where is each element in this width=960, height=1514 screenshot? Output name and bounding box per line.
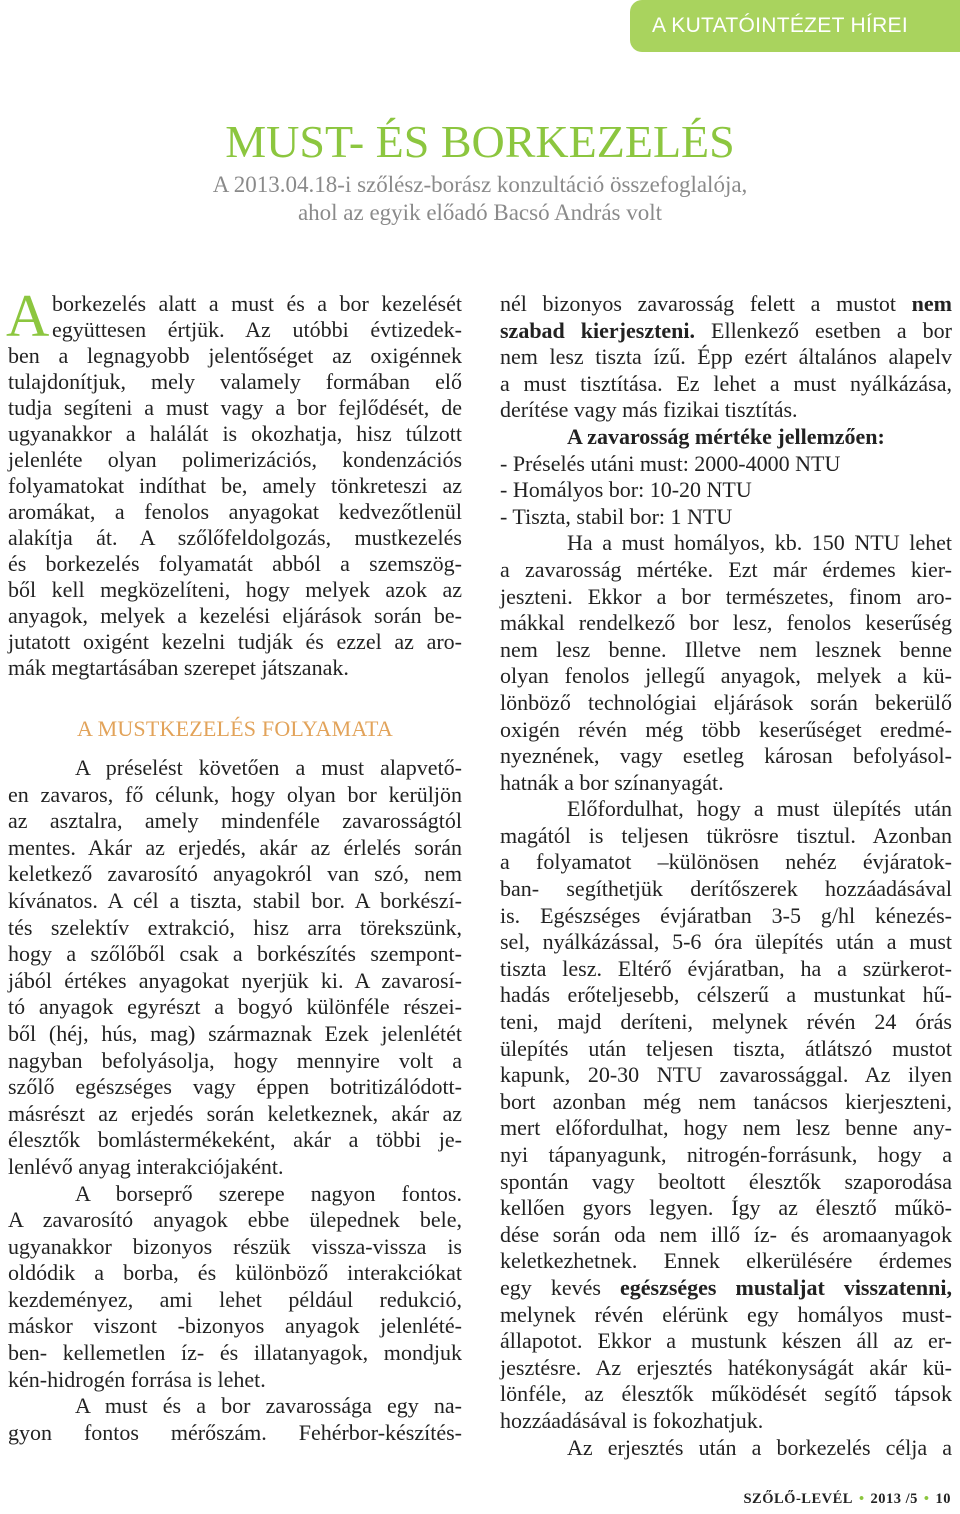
text-line: folyamatokat indíthat be, amely tönkreteszi az <box>8 473 462 498</box>
left-column <box>6 283 462 1446</box>
page-footer <box>743 1489 951 1509</box>
text-line: melynek révén elérünk egy homályos must- <box>500 1301 952 1327</box>
text-line: oxigén révén még több keserűséget eredmé- <box>500 716 952 742</box>
text-line: hogy a szőlőből csak a borkészítés szempont- <box>8 941 462 967</box>
list-item: - Tiszta, stabil bor: 1 NTU <box>500 503 733 529</box>
separator-bullet: • <box>858 1491 865 1507</box>
text-line: ugyanakkor a halálát is okozhatja, hisz túlzott <box>8 421 462 446</box>
text-line: és borkezelés folyamatát abból a szemszög- <box>8 551 462 576</box>
text-line: gyon fontos mérőszám. Fehérbor-készítés- <box>8 1419 462 1445</box>
text-line: kén-hidrogén forrása is lehet. <box>8 1366 266 1392</box>
subtitle-line: A 2013.04.18-i szőlész-borász konzultáció összefoglalója, <box>212 172 748 197</box>
paragraph <box>8 1181 462 1394</box>
text-line: oldódik a borba, és különböző interakciókat <box>8 1260 462 1286</box>
page-number: 10 <box>935 1491 951 1507</box>
text-line: keletkezhetnek. Ennek elkerülésére érdemes <box>500 1248 952 1274</box>
text-line: tés szelektív extrakció, hisz arra törekszünk, <box>8 914 462 940</box>
text-line: jelenléte olyan polimerizációs, kondenzációs <box>8 447 462 472</box>
text-line: a must tisztítása. Ez lehet a must nyálkázása, <box>500 370 952 396</box>
text-line: alakítja át. A szőlőfeldolgozás, mustkezelés <box>8 525 462 550</box>
text-line: kapunk, 20-30 NTU zavarossággal. Az ilyen <box>500 1062 952 1088</box>
text-line: hadás erőteljesebb, célszerű a mustunkat hű- <box>500 982 952 1008</box>
text-line: nyi tápanyagunk, nitrogén-forrásunk, hogy a <box>500 1142 952 1167</box>
text-line: tó anyagok egyrészt a bogyó különféle részei- <box>8 994 462 1020</box>
text-line: tudja segíteni a must vagy a bor fejlődését, de <box>8 395 462 420</box>
list-item: - Préselés utáni must: 2000-4000 NTU <box>500 450 841 476</box>
text-line: ülepítés után teljesen tiszta, átlátszó mustot <box>500 1035 952 1061</box>
text-line: A zavarosító anyagok ebbe ülepednek bele, <box>8 1207 462 1233</box>
text-line: tiszta lesz. Eltérő évjáratban, ha a szürkerot- <box>500 955 952 981</box>
text-line: a zavarosság mértéke. Ezt már érdemes kier- <box>500 556 952 582</box>
text-line: kellően gyors legyen. Így az élesztő műkö- <box>500 1195 952 1221</box>
text-line <box>500 291 952 318</box>
text-line: a folyamatot –különösen nehéz évjáratok- <box>500 849 952 875</box>
text-line: nyeznének, vagy esetleg károsan befolyásol- <box>500 743 952 769</box>
subheading <box>500 424 952 451</box>
text-line: anyagok, melyek a kezelési eljárások során be- <box>8 603 462 628</box>
text-line: kezdeményez, ami lehet például redukció, <box>8 1286 462 1312</box>
text-line: hatnák a bor színanyagát. <box>500 769 724 795</box>
continued-paragraph <box>500 291 952 424</box>
text-line: kívánatos. A cél a tiszta, stabil bor. A borkészí- <box>8 887 462 913</box>
drop-cap: A <box>6 283 50 349</box>
text-segment: egy kevés <box>500 1274 620 1300</box>
article-subtitle <box>0 171 960 227</box>
text-line: Előfordulhat, hogy a must ülepítés után <box>567 796 952 822</box>
paragraph <box>8 1393 462 1446</box>
text-line: mert előfordulhat, hogy nem lesz benne any- <box>500 1115 952 1141</box>
text-line: nem lesz benne. Illetve nem lesznek benne <box>500 636 952 662</box>
text-line: ugyanakkor bizonyos részük vissza-vissza is <box>8 1233 462 1259</box>
text-line: spontán vagy beoltott élesztők szaporodása <box>500 1168 952 1194</box>
text-line: teni, majd deríteni, melynek révén 24 órás <box>500 1009 952 1035</box>
text-line: ben- kellemetlen íz- és illatanyagok, mondjuk <box>8 1340 462 1366</box>
list-item: - Homályos bor: 10-20 NTU <box>500 477 752 503</box>
text-line: mák megtartásában szerepet játszanak. <box>8 655 349 680</box>
right-column <box>500 291 952 1461</box>
text-line: hozzáadásával is fokozhatjuk. <box>500 1407 764 1433</box>
text-line: aromákat, a fenolos anyagokat kedvezőtlenül <box>8 499 462 524</box>
text-line: jesztésre. Az erjesztés hatékonyságát akár kü- <box>500 1354 952 1380</box>
bold-text: szabad kierjeszteni. <box>500 317 696 343</box>
text-segment: Ellenkező esetben a bor <box>695 317 953 343</box>
text-line: sel, nyálkázással, 5-6 óra ülepítés után a must <box>500 929 952 955</box>
section-heading: A MUSTKEZELÉS FOLYAMATA <box>77 716 393 741</box>
text-line: olyan fenolos jellegű anyagok, melyek a kü- <box>500 663 952 689</box>
text-segment: nél bizonyos zavarosság felett a mustot <box>500 291 912 316</box>
text-line: ből kell megközelíteni, hogy melyek azok az <box>8 577 462 602</box>
text-line: mákkal rendelkező bor lesz, fenolos keserűség <box>500 610 952 636</box>
text-line: A must és a bor zavarossága egy na- <box>75 1393 462 1419</box>
section-banner: A KUTATÓINTÉZET HÍREI <box>630 0 960 52</box>
bold-text: nem <box>911 291 952 316</box>
text-line: ben a legnagyobb jelentőséget az oxigénnek <box>8 343 462 368</box>
text-line: jeszteni. Ekkor a bor természetes, finom aro- <box>500 583 952 609</box>
text-line: A borseprő szerepe nagyon fontos. <box>75 1180 462 1206</box>
subtitle-line: ahol az egyik előadó Bacsó András volt <box>297 200 663 225</box>
text-line <box>500 1275 952 1302</box>
text-line: mentes. Akár az erjedés, akár az érlelés során <box>8 834 462 860</box>
text-line: tulajdonítjuk, mely valamely formában elő <box>8 369 462 394</box>
text-line: magától is teljesen tükrösre tisztul. Azonban <box>500 822 952 848</box>
text-line: en zavaros, fő célunk, hogy olyan bor kerüljön <box>8 781 462 807</box>
text-line: keletkező zavarosító anyagokról van szó, nem <box>8 861 462 887</box>
text-line: élesztők bomlástermékeként, akár a többi je- <box>8 1127 462 1153</box>
text-line: bort azonban még nem tanácsos kierjeszteni, <box>500 1088 952 1114</box>
lead-paragraph <box>6 283 462 681</box>
text-line: lönböző technológiai eljárások során bekerülő <box>500 689 952 715</box>
text-line: lönféle, az élesztők működését segítő tápsok <box>500 1381 952 1407</box>
text-line: Ha a must homályos, kb. 150 NTU lehet <box>567 530 952 556</box>
text-line: derítése vagy más fizikai tisztítás. <box>500 397 798 423</box>
text-line: másrészt az erjedés során keletkeznek, akár az <box>8 1100 462 1126</box>
text-line: lenlévő anyag interakciójaként. <box>8 1153 284 1179</box>
text-line: nagyban befolyásolja, hogy mennyire volt a <box>8 1047 462 1073</box>
bold-text: egészséges mustaljat visszatenni, <box>619 1274 952 1300</box>
text-line: az asztalra, amely mindenféle zavarosságtól <box>8 808 462 834</box>
text-line: A zavarosság mértéke jellemzően: <box>567 423 885 449</box>
paragraph <box>500 1435 952 1462</box>
text-line: együttesen értjük. Az utóbbi évtizedek- <box>52 317 462 342</box>
text-line: ből (héj, hús, mag) származnak Ezek jelenlétét <box>8 1020 462 1046</box>
paragraph <box>500 796 952 1434</box>
issue-number: 2013 /5 <box>870 1491 918 1507</box>
text-line: borkezelés alatt a must és a bor kezelését <box>52 291 462 316</box>
text-line: jutatott oxigént kezelni tudják és ezzel az aro- <box>8 629 462 654</box>
text-line: jából értékes anyagokat nyerjük ki. A zavarosí- <box>8 967 462 993</box>
text-line: állapotot. Ekkor a mustunk készen áll az er- <box>500 1328 952 1354</box>
paragraph <box>500 530 952 796</box>
text-line: dése során oda nem illő íz- és aromaanyagok <box>500 1221 952 1247</box>
text-line: A préselést követően a must alapvető- <box>75 755 462 780</box>
separator-bullet: • <box>923 1491 930 1507</box>
text-line: nem lesz tiszta ízű. Épp ezért általános alapelv <box>500 344 952 370</box>
publication-name: SZŐLŐ-LEVÉL <box>743 1491 853 1507</box>
ntu-list <box>500 451 952 531</box>
text-line: ban- segíthetjük derítőszerek hozzáadásával <box>500 876 952 902</box>
text-line <box>500 318 952 345</box>
text-line: szőlő egészséges vagy éppen botritizálódott- <box>8 1074 462 1100</box>
paragraph <box>8 755 462 1181</box>
text-line: máskor viszont -bizonyos anyagok jelenlété- <box>8 1313 462 1339</box>
text-line: Az erjesztés után a borkezelés célja a <box>567 1434 952 1460</box>
article-title: MUST- ÉS BORKEZELÉS <box>225 116 735 167</box>
text-line: is. Egészséges évjáratban 3-5 g/hl kénezés- <box>500 902 952 928</box>
